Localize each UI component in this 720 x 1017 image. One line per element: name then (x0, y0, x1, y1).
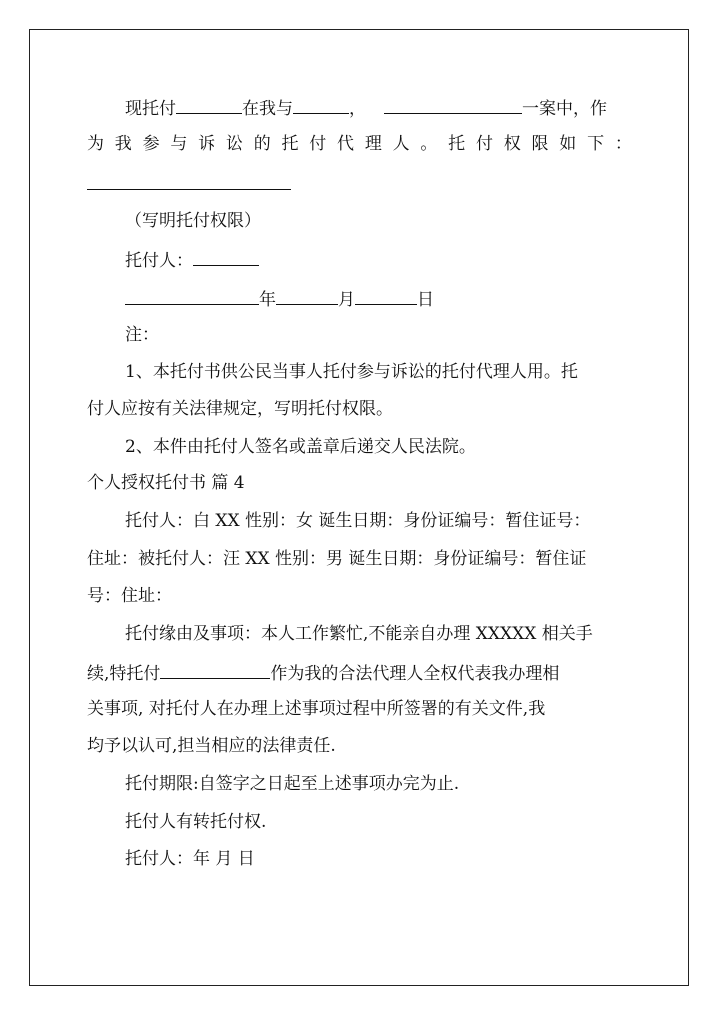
justified-char: ： (614, 134, 632, 154)
reason-line-3: 关事项, 对托付人在办理上述事项过程中所签署的有关文件,我 (87, 699, 546, 719)
agent-blank (160, 661, 270, 679)
authority-note: （写明托付权限） (125, 211, 261, 231)
justified-char: 我 (114, 134, 132, 154)
justified-char: 参 (142, 134, 160, 154)
year-blank (125, 287, 259, 305)
transfer-line: 托付人有转托付权. (125, 812, 267, 832)
text-segment: 在我与 (242, 99, 293, 119)
note-2: 2、本件由托付人签名或盖章后递交人民法院。 (125, 437, 476, 457)
justified-char: 限 (531, 134, 549, 154)
justified-char: 权 (503, 134, 521, 154)
day-label: 日 (417, 290, 434, 310)
text-segment: 续,特托付 (87, 664, 161, 684)
text-segment: 作为我的合法代理人全权代表我办理相 (270, 664, 560, 684)
info-line-1: 托付人：白 XX 性别：女 诞生日期：身份证编号：暂住证号： (125, 511, 591, 531)
justified-char: 托 (448, 134, 466, 154)
justified-char: 付 (309, 134, 327, 154)
justified-char: 讼 (225, 134, 243, 154)
justified-char: 人 (392, 134, 410, 154)
page-border (29, 29, 689, 986)
info-line-2: 住址：被托付人：汪 XX 性别：男 诞生日期：身份证编号：暂住证 (87, 549, 587, 569)
final-signature-line: 托付人：年 月 日 (125, 849, 255, 869)
justified-char: 为 (87, 134, 104, 154)
section-title: 个人授权托付书 篇 4 (87, 473, 245, 493)
reason-line-2 (87, 661, 559, 684)
note-label: 注： (125, 325, 159, 345)
period-line: 托付期限:自签字之日起至上述事项办完为止. (125, 774, 460, 794)
justified-char: 代 (337, 134, 355, 154)
opponent-blank (293, 96, 349, 114)
month-blank (276, 287, 338, 305)
text-segment: ， (349, 99, 366, 119)
authority-blank-line (87, 189, 291, 190)
date-line (125, 287, 434, 310)
justified-char: 诉 (198, 134, 216, 154)
month-label: 月 (338, 290, 355, 310)
justified-char: 理 (364, 134, 382, 154)
case-blank (384, 96, 522, 114)
principal-label: 托付人： (125, 251, 193, 271)
reason-line-4: 均予以认可,担当相应的法律责任. (87, 736, 336, 756)
justified-char: 付 (475, 134, 493, 154)
info-line-3: 号：住址： (87, 586, 172, 606)
justified-char: 托 (281, 134, 299, 154)
entrusted-party-blank (176, 96, 242, 114)
justified-char: 下 (587, 134, 605, 154)
justified-char: 与 (170, 134, 188, 154)
day-blank (355, 287, 417, 305)
justified-char: 。 (420, 134, 438, 154)
note-1-line-1: 1、本托付书供公民当事人托付参与诉讼的托付代理人用。托 (125, 362, 578, 382)
principal-blank (193, 248, 259, 266)
justified-char: 的 (253, 134, 271, 154)
year-label: 年 (259, 290, 276, 310)
entrust-sentence-line-1 (125, 96, 607, 119)
text-segment: 一案中，作 (522, 99, 607, 119)
entrust-sentence-line-2 (87, 134, 632, 154)
principal-signature-line (125, 248, 259, 271)
text-segment: 现托付 (125, 99, 176, 119)
reason-line-1: 托付缘由及事项：本人工作繁忙,不能亲自办理 XXXXX 相关手 (125, 624, 593, 644)
note-1-line-2: 付人应按有关法律规定，写明托付权限。 (87, 399, 393, 419)
justified-char: 如 (559, 134, 577, 154)
